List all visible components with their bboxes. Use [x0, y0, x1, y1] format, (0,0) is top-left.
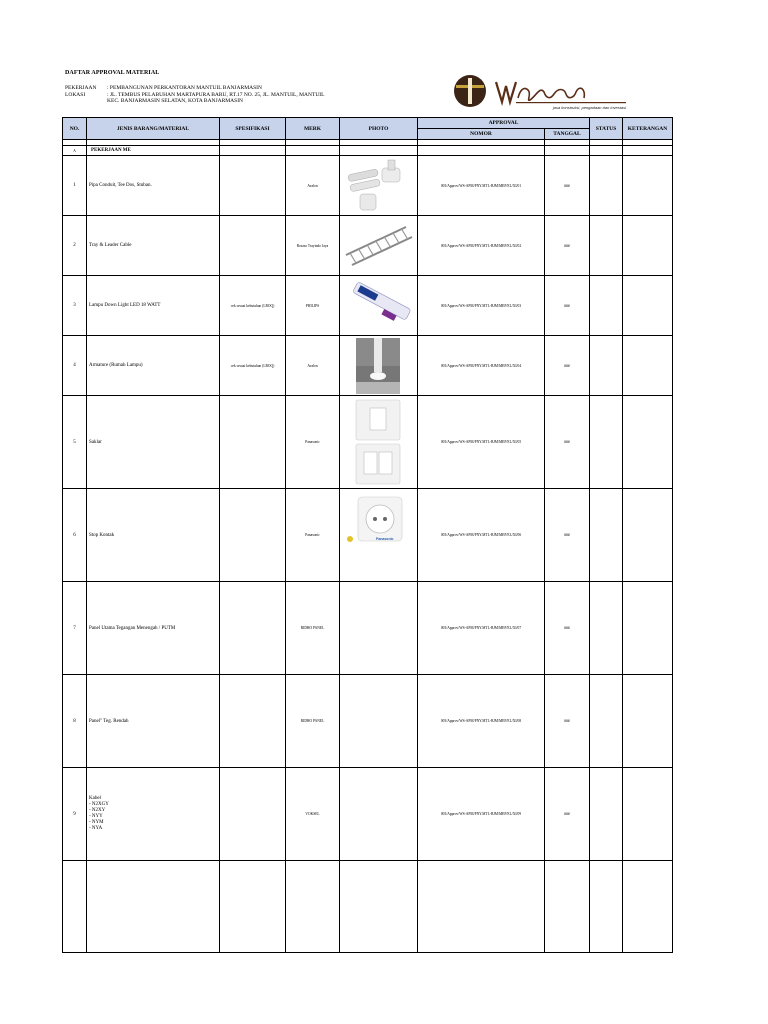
table-row — [63, 489, 673, 582]
item-photo — [340, 336, 418, 396]
item-spec — [220, 489, 286, 582]
col-header-jenis: JENIS BARANG/MATERIAL — [87, 118, 220, 140]
company-logo — [450, 72, 634, 112]
item-merk: RIDHO PANEL — [286, 582, 340, 675]
item-merk: VOKSEL — [286, 768, 340, 861]
keterangan-cell — [623, 768, 673, 861]
col-header-merk: MERK — [286, 118, 340, 140]
status-cell — [590, 489, 623, 582]
approval-date: ### — [545, 336, 590, 396]
stopkontak-photo — [344, 493, 414, 555]
approval-number: 003/Approv/WS-APM/PNY.MTL-BJM/MEP/EL/XI/08 — [418, 675, 545, 768]
row-number: 4 — [63, 336, 87, 396]
keterangan-cell — [623, 336, 673, 396]
approval-date: ### — [545, 489, 590, 582]
item-photo — [340, 582, 418, 675]
row-number: 7 — [63, 582, 87, 675]
item-photo — [340, 216, 418, 276]
table-row — [63, 675, 673, 768]
pekerjaan-value: : PEMBANGUNAN PERKANTORAN MANTUIL BANJARMASIN — [107, 85, 262, 91]
photo-brand-label: Panasonic — [376, 537, 394, 541]
status-cell — [590, 156, 623, 216]
keterangan-cell — [623, 675, 673, 768]
lokasi-label: LOKASI — [65, 91, 86, 98]
logo-w-letter — [496, 82, 516, 102]
status-cell — [590, 216, 623, 276]
item-name-line: - N2XY — [89, 808, 106, 813]
table-row — [63, 156, 673, 216]
approval-number: 003/Approv/WS-APM/PNY.MTL-BJM/MEP/EL/XI/02 — [418, 216, 545, 276]
keterangan-cell — [623, 156, 673, 216]
item-merk: PHILIPS — [286, 276, 340, 336]
item-name-line: - NYM — [89, 820, 104, 825]
status-cell — [590, 336, 623, 396]
row-number: 5 — [63, 396, 87, 489]
approval-table — [62, 117, 673, 953]
item-name-line: - NYY — [89, 814, 103, 819]
item-merk: Panasonic — [286, 489, 340, 582]
table-row — [63, 582, 673, 675]
item-spec — [220, 675, 286, 768]
status-cell — [590, 396, 623, 489]
col-header-approval: APPROVAL — [418, 118, 590, 129]
row-number: 6 — [63, 489, 87, 582]
row-number: 2 — [63, 216, 87, 276]
armature-photo — [356, 338, 400, 396]
approval-number: 003/Approv/WS-APM/PNY.MTL-BJM/MEP/EL/XI/03 — [418, 276, 545, 336]
logo-pillar — [468, 78, 472, 104]
keterangan-cell — [623, 582, 673, 675]
conduit-photo — [342, 158, 412, 216]
item-photo — [340, 156, 418, 216]
item-photo — [340, 675, 418, 768]
keterangan-cell — [623, 276, 673, 336]
item-name: Tray & Leader Cable — [87, 216, 220, 276]
table-body — [63, 140, 673, 953]
section-label: PEKERJAAN ME — [87, 146, 220, 156]
row-number: 3 — [63, 276, 87, 336]
lokasi-value-continued: KEC. BANJARMASIN SELATAN, KOTA BANJARMASIN — [107, 98, 244, 104]
row-number: 1 — [63, 156, 87, 216]
approval-date: ### — [545, 675, 590, 768]
col-header-keterangan: KETERANGAN — [623, 118, 673, 140]
item-spec — [220, 396, 286, 489]
approval-number: 003/Approv/WS-APM/PNY.MTL-BJM/MEP/EL/XI/09 — [418, 768, 545, 861]
item-spec — [220, 216, 286, 276]
logo-script — [518, 88, 584, 100]
item-name: Saklar — [87, 396, 220, 489]
col-header-no: NO. — [63, 118, 87, 140]
document-title: DAFTAR APPROVAL MATERIAL — [65, 70, 160, 76]
item-merk: Rosaso Trayindo Jaya — [286, 216, 340, 276]
item-name — [87, 768, 220, 861]
item-photo — [340, 768, 418, 861]
empty-row — [63, 861, 673, 953]
row-number: 9 — [63, 768, 87, 861]
approval-date: ### — [545, 396, 590, 489]
saklar-photo — [354, 398, 402, 488]
logo-tagline: jasa konstruksi, pengadaan dan investasi — [552, 105, 626, 110]
philips-photo — [348, 280, 412, 336]
logo-graphic — [450, 72, 634, 112]
document-meta — [65, 85, 324, 105]
approval-date: ### — [545, 276, 590, 336]
section-row — [63, 146, 673, 156]
table-row — [63, 768, 673, 861]
item-photo — [340, 276, 418, 336]
col-header-photo: PHOTO — [340, 118, 418, 140]
item-name: Stop Kontak — [87, 489, 220, 582]
document-header — [65, 70, 435, 104]
item-photo — [340, 489, 418, 582]
logo-underline — [516, 102, 626, 103]
approval-number: 003/Approv/WS-APM/PNY.MTL-BJM/MEP/EL/XI/04 — [418, 336, 545, 396]
item-name: Panel Utama Tegangan Menengah / PUTM — [87, 582, 220, 675]
status-cell — [590, 276, 623, 336]
item-photo — [340, 396, 418, 489]
table-row — [63, 396, 673, 489]
status-cell — [590, 675, 623, 768]
approval-date: ### — [545, 156, 590, 216]
item-name: Armature (Rumah Lampu) — [87, 336, 220, 396]
col-header-nomor: NOMOR — [418, 129, 545, 140]
table-row — [63, 216, 673, 276]
item-name: Lampu Down Light LED 18 WATT — [87, 276, 220, 336]
approval-number: 003/Approv/WS-APM/PNY.MTL-BJM/MEP/EL/XI/01 — [418, 156, 545, 216]
item-merk: Avalon — [286, 336, 340, 396]
item-spec: cek sesuai kebutuhan (LBOQ) — [220, 336, 286, 396]
col-header-status: STATUS — [590, 118, 623, 140]
approval-date: ### — [545, 216, 590, 276]
item-name: Pipa Conduit, Tee Dos, Stuban. — [87, 156, 220, 216]
keterangan-cell — [623, 396, 673, 489]
item-name-line: Kabel — [89, 796, 101, 801]
item-merk: Avalon — [286, 156, 340, 216]
approval-number: 003/Approv/WS-APM/PNY.MTL-BJM/MEP/EL/XI/06 — [418, 489, 545, 582]
pekerjaan-label: PEKERJAAN — [65, 85, 97, 91]
item-spec — [220, 768, 286, 861]
approval-number: 003/Approv/WS-APM/PNY.MTL-BJM/MEP/EL/XI/05 — [418, 396, 545, 489]
item-name-line: - NYA — [89, 826, 103, 831]
status-cell — [590, 582, 623, 675]
item-spec — [220, 156, 286, 216]
keterangan-cell — [623, 216, 673, 276]
row-number: 8 — [63, 675, 87, 768]
table-row — [63, 276, 673, 336]
keterangan-cell — [623, 489, 673, 582]
item-name: Panel" Teg. Rendah — [87, 675, 220, 768]
approval-number: 003/Approv/WS-APM/PNY.MTL-BJM/MEP/EL/XI/07 — [418, 582, 545, 675]
tray-photo — [342, 221, 414, 273]
lokasi-value: : JL. TEMBUS PELABUHAN MARTAPURA BARU, RT.17 NO. 25, JL. MANTUIL, MANTUIL — [107, 91, 325, 98]
approval-date: ### — [545, 768, 590, 861]
col-header-tanggal: TANGGAL — [545, 129, 590, 140]
item-merk: RIDHO PANEL — [286, 675, 340, 768]
status-cell — [590, 768, 623, 861]
col-header-spesifikasi: SPESIFIKASI — [220, 118, 286, 140]
item-spec — [220, 582, 286, 675]
section-code: A — [63, 146, 87, 156]
approval-date: ### — [545, 582, 590, 675]
table-row — [63, 336, 673, 396]
item-name-line: - N2XGY — [89, 802, 109, 807]
item-merk: Panasonic — [286, 396, 340, 489]
item-spec: cek sesuai kebutuhan (LBOQ) — [220, 276, 286, 336]
